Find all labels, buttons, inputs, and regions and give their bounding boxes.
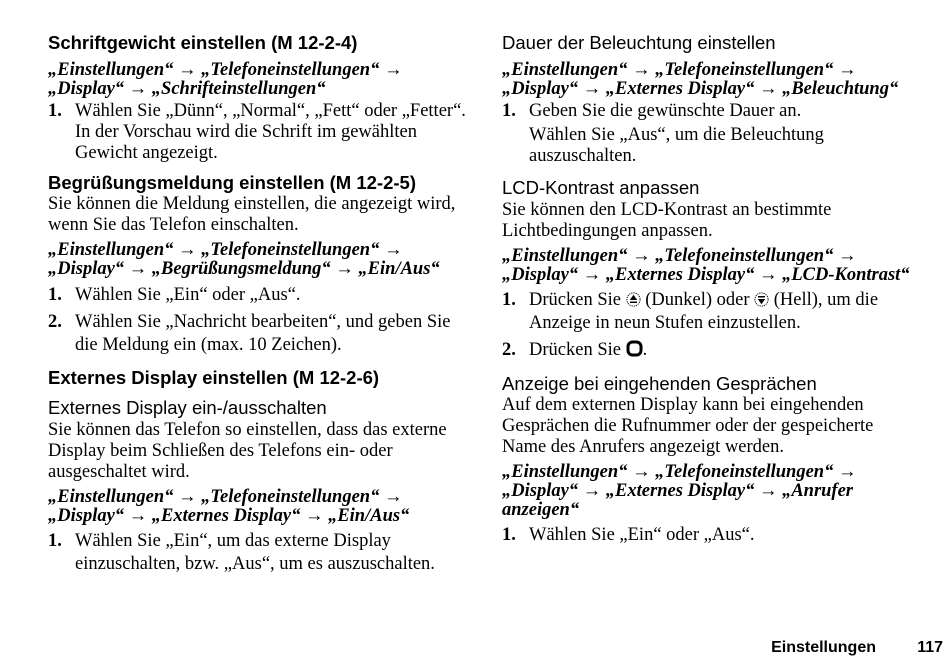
step-text-segment: (Hell), um die (773, 290, 879, 310)
menu-code: (M 12-2-5) (329, 172, 416, 193)
step-line: Wählen Sie „Dünn“, „Normal“, „Fett“ oder „Fetter“. (75, 101, 466, 121)
section-description (48, 420, 447, 483)
menu-path-line: „Einstellungen“ → „Telefoneinstellungen“ → (48, 487, 403, 507)
description-line: Name des Anrufers angezeigt werden. (502, 437, 785, 457)
step-text (529, 101, 801, 122)
step-note (529, 125, 824, 167)
step-text (75, 530, 435, 576)
section-heading-greeting (48, 173, 416, 193)
menu-path-backlight (502, 61, 898, 99)
step-text-segment: Drücken Sie (529, 340, 621, 360)
step-line (529, 339, 647, 362)
step-text (529, 289, 878, 335)
menu-path-line: „Einstellungen“ → „Telefoneinstellungen“ → (502, 60, 857, 80)
description-line: Auf dem externen Display kann bei eingehenden (502, 395, 864, 415)
section-heading-font-weight (48, 33, 357, 53)
menu-path-line: „Display“ → „Schrifteinstellungen“ (48, 79, 326, 99)
step-line: Gewicht angezeigt. (75, 143, 218, 163)
step-number: 1. (502, 101, 516, 121)
description-line: wenn Sie das Telefon einschalten. (48, 215, 299, 235)
step-text-segment: (Dunkel) oder (645, 290, 750, 310)
menu-path-line: „Einstellungen“ → „Telefoneinstellungen“ → (502, 246, 857, 266)
menu-path-line: anzeigen“ (502, 500, 580, 520)
step-text (75, 311, 451, 357)
section-description (502, 200, 831, 242)
description-line: Sie können das Telefon so einstellen, dass das externe (48, 420, 447, 440)
step-number: 1. (502, 525, 516, 545)
step-item (502, 289, 878, 335)
step-text (75, 285, 301, 306)
section-title: Begrüßungsmeldung einstellen (48, 172, 325, 193)
step-text-segment: Drücken Sie (529, 290, 621, 310)
step-line: Wählen Sie „Ein“ oder „Aus“. (529, 525, 755, 545)
menu-code: (M 12-2-4) (271, 32, 358, 53)
step-number: 1. (502, 290, 516, 310)
step-number: 1. (48, 531, 62, 551)
step-item (48, 101, 466, 164)
step-line: Wählen Sie „Ein“ oder „Aus“. (75, 285, 301, 305)
step-text (529, 339, 647, 362)
menu-path-line: „Display“ → „Externes Display“ → „Ein/Aus“ (48, 506, 410, 526)
step-item (48, 530, 435, 576)
subsection-heading: LCD-Kontrast anpassen (502, 177, 700, 198)
step-item (502, 101, 801, 122)
step-text (75, 101, 466, 164)
menu-path-line: „Display“ → „Externes Display“ → „Beleuchtung“ (502, 79, 899, 99)
note-line: Wählen Sie „Aus“, um die Beleuchtung (529, 125, 824, 145)
step-item (502, 339, 647, 362)
section-title: Schriftgewicht einstellen (48, 32, 266, 53)
footer-chapter: Einstellungen (771, 639, 876, 656)
step-number: 1. (48, 101, 62, 121)
step-line: Geben Sie die gewünschte Dauer an. (529, 101, 802, 121)
menu-path-line: „Einstellungen“ → „Telefoneinstellungen“ → (502, 462, 857, 482)
menu-path-external-display (48, 488, 409, 526)
nav-down-key-icon (754, 292, 769, 307)
step-line: Anzeige in neun Stufen einzustellen. (529, 313, 801, 333)
section-title: Externes Display einstellen (48, 367, 288, 388)
step-number: 2. (48, 312, 62, 332)
description-line: Lichtbedingungen anpassen. (502, 221, 713, 241)
menu-path-lcd-contrast (502, 247, 910, 285)
menu-path-greeting (48, 241, 440, 279)
step-line: In der Vorschau wird die Schrift im gewählten (75, 122, 417, 142)
page-number: 117 (917, 639, 943, 656)
menu-path-line: „Display“ → „Externes Display“ → „LCD-Kontrast“ (502, 265, 910, 285)
center-key-icon (626, 340, 643, 357)
section-description (502, 395, 873, 458)
menu-path-font-weight (48, 61, 402, 99)
step-number: 2. (502, 340, 516, 360)
step-text-segment: . (642, 340, 648, 360)
note-line: auszuschalten. (529, 146, 637, 166)
step-number: 1. (48, 285, 62, 305)
description-line: ausgeschaltet wird. (48, 462, 190, 482)
menu-path-line: „Display“ → „Begrüßungsmeldung“ → „Ein/Aus“ (48, 259, 440, 279)
step-item (48, 285, 301, 306)
subsection-heading: Dauer der Beleuchtung einstellen (502, 32, 776, 53)
section-description (48, 194, 455, 236)
menu-path-line: „Einstellungen“ → „Telefoneinstellungen“ → (48, 60, 403, 80)
description-line: Sie können die Meldung einstellen, die angezeigt wird, (48, 194, 456, 214)
step-line: Wählen Sie „Nachricht bearbeiten“, und geben Sie (75, 312, 451, 332)
section-heading-external-display (48, 368, 379, 388)
description-line: Gesprächen die Rufnummer oder der gespeicherte (502, 416, 874, 436)
description-line: Display beim Schließen des Telefons ein- oder (48, 441, 393, 461)
step-item (502, 525, 755, 546)
step-line: die Meldung ein (max. 10 Zeichen). (75, 335, 342, 355)
menu-code: (M 12-2-6) (292, 367, 380, 388)
description-line: Sie können den LCD-Kontrast an bestimmte (502, 200, 832, 220)
step-line: einzuschalten, bzw. „Aus“, um es auszuschalten. (75, 554, 435, 574)
menu-path-line: „Display“ → „Externes Display“ → „Anrufer (502, 481, 854, 501)
menu-path-line: „Einstellungen“ → „Telefoneinstellungen“ → (48, 240, 403, 260)
menu-path-caller-display (502, 463, 856, 520)
nav-up-key-icon (626, 292, 641, 307)
step-text (529, 525, 755, 546)
subsection-heading: Externes Display ein-/ausschalten (48, 397, 327, 418)
subsection-heading: Anzeige bei eingehenden Gesprächen (502, 373, 817, 394)
step-line: Wählen Sie „Ein“, um das externe Display (75, 531, 391, 551)
step-item (48, 311, 451, 357)
step-line (529, 289, 878, 312)
